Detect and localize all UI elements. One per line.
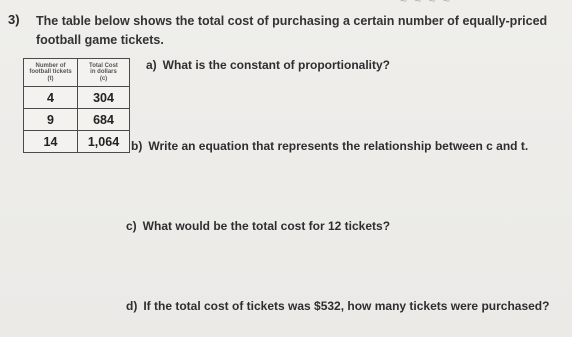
table-cell-tickets: 4 <box>24 87 78 109</box>
header-cost-line3: (c) <box>99 75 108 82</box>
part-b-text: Write an equation that represents the relationship between c and t. <box>148 139 529 153</box>
table-cell-tickets: 14 <box>24 131 78 153</box>
header-cost-line2: in dollars <box>90 69 117 76</box>
part-c <box>126 219 390 233</box>
table-row <box>24 131 130 153</box>
part-d <box>126 299 549 313</box>
tickets-cost-table <box>23 58 130 153</box>
header-tickets-line3: (t) <box>47 75 54 82</box>
header-tickets <box>24 59 78 87</box>
part-c-letter: c) <box>126 219 137 233</box>
header-cost <box>78 59 130 87</box>
part-a-text: What is the constant of proportionality? <box>162 58 390 72</box>
header-tickets-line2: football tickets <box>29 69 72 76</box>
part-a <box>146 58 390 72</box>
table-cell-tickets: 9 <box>24 109 78 131</box>
table-cell-cost: 684 <box>78 109 130 131</box>
cropped-top-text-decoration: ~ ~ ~ ~ <box>400 0 453 8</box>
table-row <box>24 87 130 109</box>
part-b-letter: b) <box>131 139 143 153</box>
table-header-row <box>24 59 130 87</box>
part-d-letter: d) <box>126 299 138 313</box>
question-stem: The table below shows the total cost of purchasing a certain number of equally-priced football game tickets. <box>36 14 548 47</box>
header-tickets-line1: Number of <box>35 62 66 69</box>
part-d-text: If the total cost of tickets was $532, how many tickets were purchased? <box>143 299 550 313</box>
part-c-text: What would be the total cost for 12 tickets? <box>142 219 391 233</box>
question-number: 3) <box>8 12 20 27</box>
header-cost-line1: Total Cost <box>89 62 118 69</box>
part-a-letter: a) <box>146 58 157 72</box>
table-row <box>24 109 130 131</box>
part-b <box>131 139 528 153</box>
table-cell-cost: 1,064 <box>78 131 130 153</box>
table-cell-cost: 304 <box>78 87 130 109</box>
